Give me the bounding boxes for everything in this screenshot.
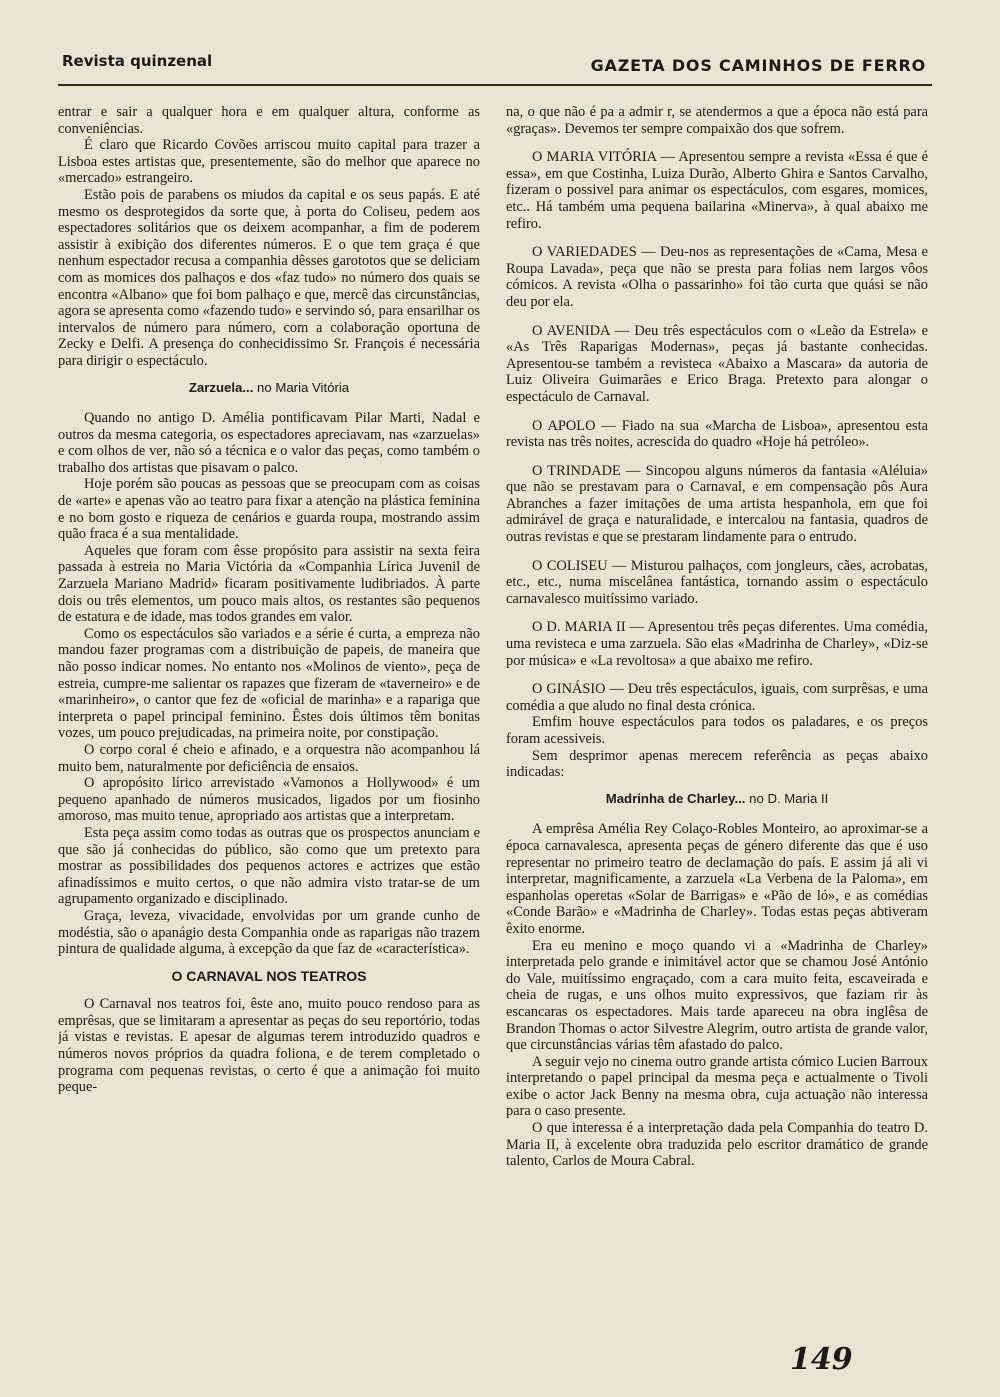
paragraph: Sem desprimor apenas merecem referência as peças abaixo indicadas:	[506, 747, 928, 781]
header-section: Revista quinzenal	[62, 52, 213, 70]
paragraph-ginasio: O GINÁSIO — Deu três espectáculos, iguais, com surprêsas, e uma comédia a que aludo no final desta crónica.	[506, 681, 928, 714]
paragraph: Emfim houve espectáculos para todos os paladares, e os preços foram acessiveis.	[506, 714, 928, 747]
paragraph: O que interessa é a interpretação dada pela Companhia do teatro D. Maria II, à excelente obra traduzida pelo escritor dramático de grande talento, Carlos de Moura Cabral.	[506, 1120, 928, 1170]
subheading-rest: no D. Maria II	[745, 790, 829, 806]
paragraph: Estão pois de parabens os miudos da capital e os seus papás. E até mesmo os desprotegidos da sorte que, à porta do Coliseu, pedem aos espectadores solitários que os deixem acompanhar, a fim de poderem assistir à exibição dos diferentes números. E o que tem graça é que nenhum espectador recusa a companhia dêsses garototos que se deliciam com as momices dos palhaços e dos «faz tudo» no número dos quais se encontra «Albano» que foi bom palhaço e que, mercê das circunstâncias, agora se apresenta como «fazendo tudo» e servindo só, para ensarilhar os intervalos de número para número, com a colaboração oportuna de Zecky e Delfi. A presença do conhecidissimo Sr. François é necessária para dirigir o espectáculo.	[58, 186, 480, 369]
paragraph: O apropósito lírico arrevistado «Vamonos a Hollywood» é um pequeno apanhado de números musicados, ligados por um fiosinho amoroso, mas muito tenue, apropriado aos artistas que a interpretam.	[58, 775, 480, 825]
header-publication: GAZETA DOS CAMINHOS DE FERRO	[590, 56, 926, 75]
header-rule	[58, 84, 932, 86]
subheading-madrinha	[506, 791, 928, 808]
paragraph-apolo: O APOLO — Fiado na sua «Marcha de Lisboa», apresentou esta revista nas três noites, acrescida do quadro «Hoje há petróleo».	[506, 417, 928, 451]
section-heading-carnaval: O CARNAVAL NOS TEATROS	[171, 967, 367, 984]
paragraph-d-maria: O D. MARIA II — Apresentou três peças diferentes. Uma comédia, uma revisteca e uma zarzuela. São elas «Madrinha de Charley», «Diz-se por música» e «La revoltosa» a que abaixo me refiro.	[506, 619, 928, 669]
page-number: 149	[790, 1342, 853, 1377]
paragraph: A seguir vejo no cinema outro grande artista cómico Lucien Barroux interpretando o papel principal da mesma peça e actualmente o Tivoli exibe o actor Jack Benny na mesma obra, cuja actuação não interessa para o caso presente.	[506, 1053, 928, 1120]
right-column	[506, 104, 928, 1329]
paragraph: na, o que não é pa a admir r, se atendermos a que a época não está para «graças». Devemos ter sempre compaixão dos que sofrem.	[506, 104, 928, 137]
left-column	[58, 104, 480, 1329]
paragraph-maria-vitoria: O MARIA VITÓRIA — Apresentou sempre a revista «Essa é que é essa», em que Costinha, Luiza Durão, Alberto Ghira e Santos Carvalho, fizeram o possivel para animar os espectáculos, com esgares, momices, etc.. Há também uma pequena bailarina «Minerva», à qual abaixo me refiro.	[506, 149, 928, 232]
paragraph: Era eu menino e moço quando vi a «Madrinha de Charley» interpretada pelo grande e inimitável actor que se chamou José António do Vale, muitíssimo engraçado, com a cara muito feita, escaveirada e cheia de rugas, e uns olhos muito expressivos, que faziam rir às escancaras os espectadores. Mais tarde apareceu na obra inglêsa de Brandon Thomas o actor Silvestre Alegrim, outro artista de grande valor, que circunstâncias várias têm afastado do palco.	[506, 937, 928, 1054]
paragraph: A emprêsa Amélia Rey Colaço-Robles Monteiro, ao aproximar-se a época carnavalesca, apresenta peças de género diferente das que é uso representar no primeiro teatro de declamação do país. E assim já ali vi interpretar, magnificamente, a zarzuela «La Verbena de la Paloma», em espanholas operetas «Solar de Barrigas» e «Pão de ló», e as comédias «Conde Barão» e «Madrinha de Charley». Todas estas peças abtiveram êxito enorme.	[506, 821, 928, 937]
paragraph: entrar e sair a qualquer hora e em qualquer altura, conforme as conveniências.	[58, 104, 480, 137]
subheading-bold: Madrinha de Charley...	[605, 790, 746, 806]
paragraph: Quando no antigo D. Amélia pontificavam Pilar Marti, Nadal e outros da mesma categoria, os espectadores apreciavam, nas «zarzuelas» e com olhos de ver, não só a técnica e o valor das peças, como também o trabalho dos artistas que pisavam o palco.	[58, 410, 480, 476]
paragraph: O corpo coral é cheio e afinado, e a orquestra não acompanhou lá muito bem, naturalmente por deficiência de ensaios.	[58, 741, 480, 775]
subheading-zarzuela	[58, 380, 480, 397]
paragraph-trindade: O TRINDADE — Sincopou alguns números da fantasia «Aléluia» que não se prestavam para o Carnaval, e em compensação pôs Aura Abranches a fazer imitações de uma artista hespanhola, em que foi admirável de graça e naturalidade, e intercalou na fantasia, quadros de outras revistas e que se prestaram lindamente para o entrudo.	[506, 462, 928, 546]
paragraph: Graça, leveza, vivacidade, envolvidas por um grande cunho de modéstia, são o apanágio desta Companhia onde as raparigas não trazem pintura de qualidade alguma, à excepção da que faz de «característica».	[58, 907, 480, 958]
paragraph: Esta peça assim como todas as outras que os prospectos anunciam e que são já conhecidas do público, são como que um pretexto para mostrar as possibilidades dos pequenos actores e actrizes que estão afinadíssimos e muito certos, o que não admira visto tratar-se de um agrupamento organizado e disciplinado.	[58, 824, 480, 908]
subheading-bold: Zarzuela...	[188, 379, 254, 395]
paragraph: O Carnaval nos teatros foi, êste ano, muito pouco rendoso para as emprêsas, que se limitaram a apresentar as peças do seu reportório, todas já vistas e revistas. E apesar de algumas terem introduzido quadros e números novos próprios da quadra foliona, e de terem completado o programa com pequenas revistas, o certo é que a animação foi muito peque-	[58, 996, 480, 1096]
subheading-rest: no Maria Vitória	[253, 379, 350, 395]
paragraph-avenida: O AVENIDA — Deu três espectáculos com o «Leão da Estrela» e «As Três Raparigas Modernas», peças já bastante conhecidas. Apresentou-se também a revisteca «Abaixo a Mascara» da autoria de Luiz Oliveira Guimarães e Erico Braga. Pretexto para alongar o espectáculo de Carnaval.	[506, 322, 928, 405]
paragraph-coliseu: O COLISEU — Misturou palhaços, com jongleurs, cães, acrobatas, etc., etc., numa miscelânea fantástica, tornando assim o espectáculo carnavalesco muitíssimo variado.	[506, 557, 928, 607]
paragraph: Aqueles que foram com êsse propósito para assistir na sexta feira passada à estreia no Maria Victória da «Companhia Lírica Juvenil de Zarzuela Mariano Madrid» ficaram positivamente ludibriados. À parte dois ou três elementos, um pouco mais altos, os restantes são pequenos de estatura e de idade, mas todos grandes em valor.	[58, 542, 480, 626]
paragraph: Hoje porém são poucas as pessoas que se preocupam com as coisas de «arte» e apenas vão ao teatro para fixar a atenção na plástica feminina e no bom gosto e riqueza de cenários e guarda roupa, mostrando assim quão fraca é a sua mentalidade.	[58, 476, 480, 543]
paragraph: É claro que Ricardo Covões arriscou muito capital para trazer a Lisboa estes artistas que, presentemente, são do melhor que aparece no «mercado» estrangeiro.	[58, 137, 480, 187]
paragraph-variedades: O VARIEDADES — Deu-nos as representações de «Cama, Mesa e Roupa Lavada», peça que não se presta para folias nem largos vôos cómicos. A revista «Olha o passarinho» foi tão curta que quási se não deu por ela.	[506, 244, 928, 310]
paragraph: Como os espectáculos são variados e a série é curta, a empreza não mandou fazer programas com a distribuição de papeis, de maneira que não posso indicar nomes. No entanto nos «Molinos de viento», peça de estreia, cumpre-me salientar os rapazes que fizeram de «taverneiro» e de «marinheiro», o cantor que fez de «oficial de marinha» e a rapariga que interpreta o papel principal feminino. Êstes dois últimos têm bonitas vozes, um pouco prejudicadas, na primeira noite, por constipação.	[58, 625, 480, 742]
